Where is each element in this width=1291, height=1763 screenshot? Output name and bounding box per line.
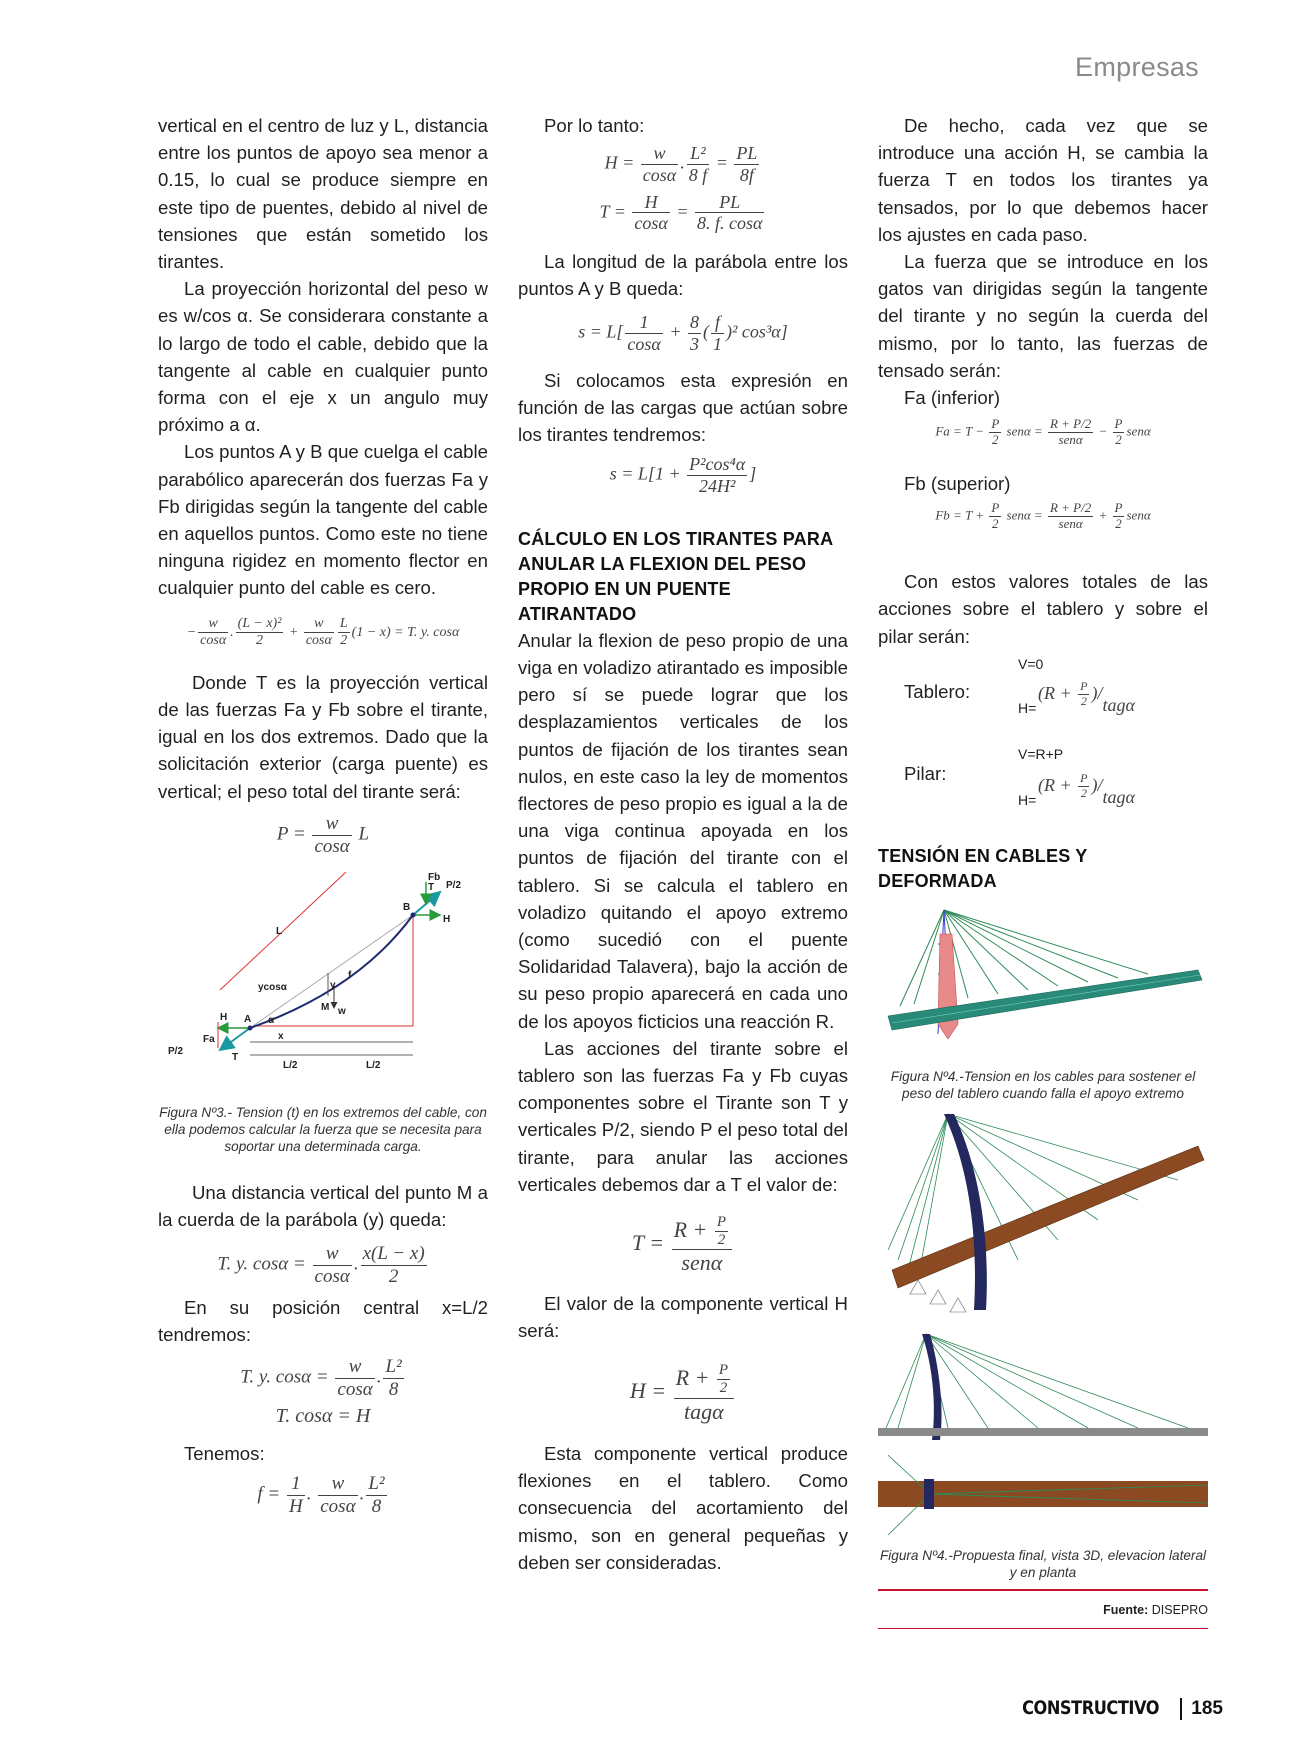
paragraph: Los puntos A y B que cuelga el cable parabólico aparecerán dos fuerzas Fa y Fb dirigidas según la tangente del cable en aquellos puntos. Como este no tiene ninguna rigidez en momento flector en cualquier punto del cable es cero. [158,441,488,599]
figure-4b-caption: Figura Nº4.-Propuesta final, vista 3D, elevacion lateral y en planta [879,1547,1207,1580]
fig3-label: f [348,969,352,981]
equation-fa: Fa = T − $\frac{P}{2}$ senα = $\frac{R + P/2}{\text{senα}}$ − $\frac{P}{2}$ senα [935,416,1151,448]
fig3-label: α [268,1014,275,1026]
figure-3-diagram [158,870,488,1090]
figure-4b-elevation [878,1330,1208,1445]
figure-4b-plan [878,1445,1208,1545]
source-credit [878,1597,1208,1624]
page-footer [1010,1697,1223,1720]
fig3-label: Fa [203,1033,215,1045]
fig3-label: H [443,913,451,925]
paragraph: Las acciones del tirante sobre el tablero son las fuerzas Fa y Fb cuyas componentes sobre el Tirante son T y verticales P/2, siendo P el peso total del tirante, para anular las acciones verticales debemos dar a T el valor de: [518,1037,848,1195]
fig3-label: M [321,1001,330,1013]
figure-4a-model [878,904,1208,1064]
fig3-label: A [244,1013,252,1025]
equation-t: T = $\frac{H}{\cos\alpha}$ = $\frac{PL}{8. f. \cos\alpha}$ [599,191,763,234]
equation-ty: T. y. cosα = $\frac{w}{\cos\alpha}$ . $\frac{x(L - x)}{2}$ [217,1242,425,1287]
figure-3-caption: Figura Nº3.- Tension (t) en los extremos del cable, con ella podemos calcular la fuerza que se necesita para soportar una determinada carga. [159,1104,487,1154]
paragraph: Con estos valores totales de las acciones sobre el tablero y sobre el pilar serán: [878,571,1208,647]
fig3-label: B [403,901,411,913]
tablero-block [878,652,1208,742]
fig3-label: Fb [428,871,441,883]
fig3-label: T [428,881,435,893]
source-value: DISEPRO [1151,1602,1208,1617]
paragraph: La longitud de la parábola entre los puntos A y B queda: [518,250,848,300]
paragraph: vertical en el centro de luz y L, distancia entre los puntos de apoyo sea menor a 0.15, lo cual se produce siempre en este tipo de puentes, debido al nivel de tensiones que están sometido los tirantes. [158,115,488,273]
page-number: 185 [1191,1698,1223,1719]
divider [878,1628,1208,1629]
paragraph: Tenemos: [184,1442,265,1464]
label-fa: Fa (inferior) [904,387,1001,409]
equation-s: s = L[ $\frac{1}{\cos\alpha}$ + $\frac{8}{3}$ ( $\frac{f}{1}$ )² cos³α] [578,312,788,355]
equation-tcos: T. cosα = H [275,1404,371,1427]
pilar-block [878,742,1208,832]
label-fb: Fb (superior) [904,473,1011,495]
section-title: TENSIÓN EN CABLES Y DEFORMADA [878,845,1088,891]
divider [878,1589,1208,1591]
paragraph: En su posición central x=L/2 tendremos: [158,1296,488,1345]
fig3-label: L/2 [283,1059,298,1071]
paragraph: La fuerza que se introduce en los gatos van dirigidas según la tangente del tirante y no según la cuerda del mismo, por lo tanto, las fuerzas de tensado serán: [878,251,1208,381]
equation-h: H = $\frac{w}{\cos\alpha}$ . $\frac{\text{L²}}{8 f}$ = $\frac{PL}{8f}$ [604,143,758,185]
fig3-label: H [220,1011,228,1023]
tablero-label: Tablero: [904,680,971,702]
column-2 [518,112,848,1576]
fig3-label: T [232,1051,239,1063]
paragraph: Esta componente vertical produce flexiones en el tablero. Como consecuencia del acortamiento del mismo, son en general pequeñas y deben ser consideradas. [518,1442,848,1573]
paragraph: Por lo tanto: [544,115,645,136]
fig3-label: w [338,1005,346,1017]
figure-4b-model-3d [878,1110,1208,1330]
tablero-h: H= [1018,699,1037,716]
equation-weight: P = $\frac{w}{\cos\alpha}$ L [276,812,370,857]
tablero-h-expr: (R + $\frac{P}{2}$ )/tagα [1038,679,1135,715]
footer-divider [1180,1698,1182,1720]
paragraph: Una distancia vertical del punto M a la cuerda de la parábola (y) queda: [158,1181,488,1230]
fig3-label: ycosα [258,981,287,993]
fig3-label: L/2 [366,1059,381,1071]
equation-s-loads: s = L[1 + $\frac{\text{P²cos⁴α}}{\text{24H²}}$ ] [609,454,757,497]
figure-4a-caption: Figura Nº4.-Tension en los cables para sostener el peso del tablero cuando falla el apoyo extremo [890,1068,1196,1101]
section-header: Empresas [1075,52,1199,82]
pilar-h-expr: (R + $\frac{P}{2}$ )/tagα [1038,771,1135,807]
fig3-label: x [278,1030,284,1042]
fig3-label: y [330,979,336,991]
column-1 [158,112,488,1524]
paragraph: Donde T es la proyección vertical de las fuerzas Fa y Fb sobre el tirante, igual en los dos extremos. Dado que la solicitación exterior (carga puente) es vertical; el peso total del tirante será: [158,671,488,802]
paragraph: Anular la flexion de peso propio de una viga en voladizo atirantado es imposible pero sí se puede lograr que los desplazamientos verticales de los puntos de fijación de los tirantes sean nulos, en este caso la ley de momentos flectores de peso propio es igual a la de una viga continua apoyada en los puntos de fijación del tirante con el tablero. Si se calcula el tablero en voladizo quitando el apoyo extremo (como sucedió con el puente Solidaridad Talavera), bajo la acción de su peso propio aparecerá en cada uno de los apoyos ficticios una reacción R. [518,629,848,1032]
equation-h-value: H = R + $\frac{P}{2}$ tagα [518,1362,848,1424]
magazine-brand: CONSTRUCTIVO [1022,1697,1160,1719]
fig3-label: P/2 [446,879,462,891]
paragraph: La proyección horizontal del peso w es w/cos α. Se considerara constante a lo largo de todo el cable, debido que la tangente al cable en cualquier punto forma con el eje x un angulo muy próximo a α. [158,278,488,436]
fig3-label: P/2 [168,1045,184,1057]
equation-f: f = $\frac{1}{H}$ . $\frac{w}{\cos\alpha}$ . $\frac{\text{L²}}{8}$ [257,1473,385,1517]
section-title: CÁLCULO EN LOS TIRANTES PARA ANULAR LA FLEXION DEL PESO PROPIO EN UN PUENTE ATIRANTADO [518,528,833,624]
pilar-label: Pilar: [904,762,947,784]
pilar-v: V=R+P [1018,745,1064,762]
equation-t-value: T = R + $\frac{P}{2}$ senα [518,1214,848,1276]
paragraph: Si colocamos esta expresión en función de las cargas que actúan sobre los tirantes tendremos: [518,369,848,446]
source-label: Fuente: [1103,1602,1149,1617]
paragraph: De hecho, cada vez que se introduce una acción H, se cambia la fuerza T en todos los tirantes ya tensados, por lo que debemos hacer los ajustes en cada paso. [878,115,1208,245]
tablero-v: V=0 [1018,655,1044,672]
equation-ty-central: T. y. cosα = $\frac{w}{\cos\alpha}$ . $\frac{\text{L²}}{8}$ [240,1356,402,1400]
paragraph: El valor de la componente vertical H será: [518,1292,848,1341]
fig3-label: L [276,925,283,937]
equation-fb: Fb = T + $\frac{P}{2}$ senα = $\frac{R + P/2}{\text{senα}}$ + $\frac{P}{2}$ senα [935,500,1151,532]
column-3 [878,112,1208,1629]
pilar-h: H= [1018,791,1037,808]
equation-moment: − $\frac{w}{\cos\alpha}$ . $\frac{\text{(L − x)²}}{2}$ + $\frac{w}{\cos\alpha}$ $\frac{L}{2}$ (1 − x) = T. y. cosα [186,615,460,648]
